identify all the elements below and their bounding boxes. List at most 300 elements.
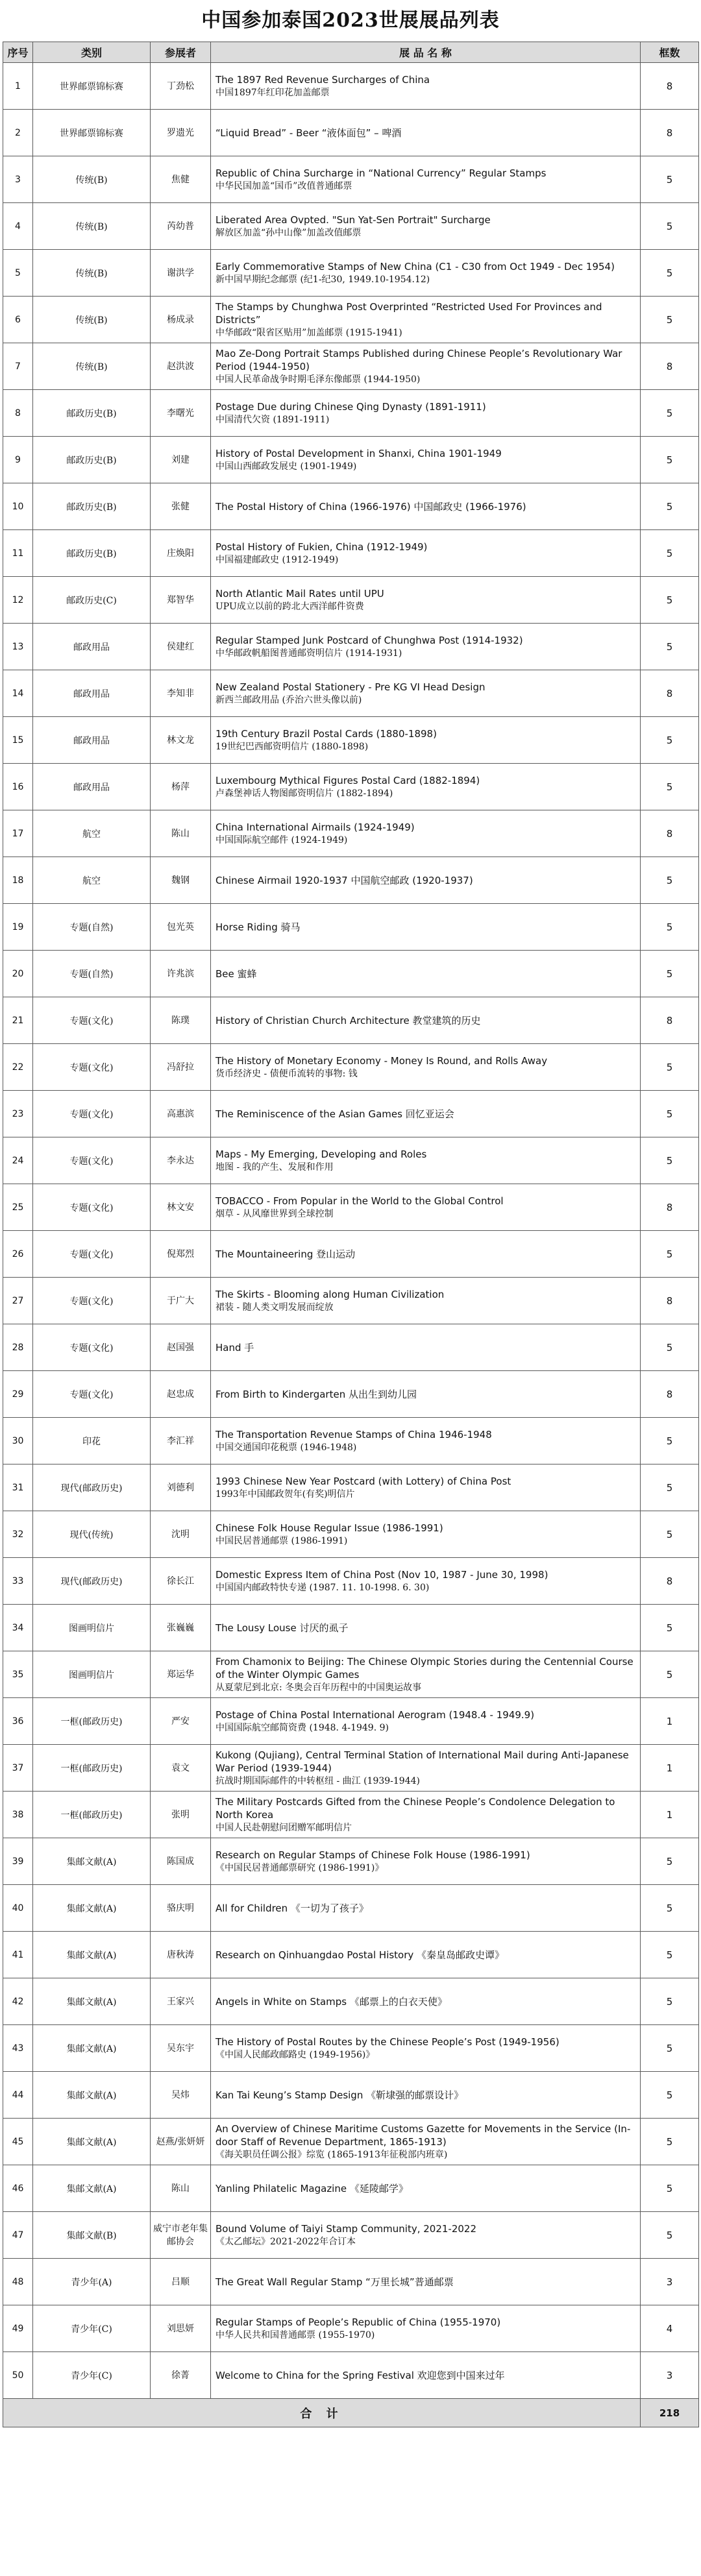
row-exhibitor: 庄焕阳 <box>151 530 211 577</box>
exhibit-title-en: The 1897 Red Revenue Surcharges of China <box>215 73 430 86</box>
row-frames: 5 <box>641 437 699 483</box>
row-exhibitor: 李汇祥 <box>151 1418 211 1464</box>
row-number: 20 <box>3 951 33 997</box>
exhibit-title-en: The Mountaineering 登山运动 <box>215 1248 356 1260</box>
row-number: 18 <box>3 857 33 904</box>
row-number: 28 <box>3 1324 33 1371</box>
row-category: 集邮文献(A) <box>33 2072 151 2119</box>
exhibit-title-zh: 货币经济史 - 债便币流转的事物: 钱 <box>215 1068 358 1079</box>
row-frames: 5 <box>641 2025 699 2072</box>
row-exhibit-title <box>211 717 641 764</box>
row-number: 2 <box>3 110 33 156</box>
row-category: 专题(文化) <box>33 1371 151 1418</box>
table-row <box>3 156 699 203</box>
table-row <box>3 1792 699 1838</box>
row-frames: 5 <box>641 2212 699 2259</box>
row-exhibitor: 张巍巍 <box>151 1605 211 1651</box>
exhibit-title-zh: 解放区加盖“孙中山像”加盖改值邮票 <box>215 227 362 238</box>
table-row <box>3 1091 699 1137</box>
row-category: 世界邮票锦标赛 <box>33 63 151 110</box>
row-category: 集邮文献(A) <box>33 1978 151 2025</box>
exhibit-title-zh: 1993年中国邮政贺年(有奖)明信片 <box>215 1488 355 1500</box>
row-frames: 1 <box>641 1745 699 1792</box>
exhibit-title-en: Bee 蜜蜂 <box>215 967 257 980</box>
exhibit-title-zh: 从夏蒙尼到北京: 冬奥会百年历程中的中国奥运故事 <box>215 1682 422 1693</box>
row-exhibit-title <box>211 1885 641 1932</box>
exhibit-title-zh: 《海关职员任调公报》综览 (1865-1913年征税部内班章) <box>215 2149 448 2160</box>
exhibit-title-en: History of Postal Development in Shanxi, China 1901-1949 <box>215 447 502 459</box>
row-frames: 8 <box>641 997 699 1044</box>
row-frames: 4 <box>641 2305 699 2352</box>
row-exhibitor: 王家兴 <box>151 1978 211 2025</box>
exhibit-title-en: Regular Stamped Junk Postcard of Chunghwa Post (1914-1932) <box>215 634 523 646</box>
table-row <box>3 2259 699 2305</box>
row-frames: 5 <box>641 2119 699 2165</box>
row-category: 集邮文献(A) <box>33 2119 151 2165</box>
row-exhibit-title <box>211 577 641 624</box>
exhibit-title-zh: 中国国际航空邮简资费 (1948. 4-1949. 9) <box>215 1722 389 1733</box>
row-exhibitor: 刘德利 <box>151 1464 211 1511</box>
row-exhibitor: 骆庆明 <box>151 1885 211 1932</box>
row-exhibitor: 李永达 <box>151 1137 211 1184</box>
row-category: 邮政历史(B) <box>33 437 151 483</box>
row-category: 航空 <box>33 810 151 857</box>
row-category: 青少年(C) <box>33 2352 151 2399</box>
row-exhibitor: 郑运华 <box>151 1651 211 1698</box>
exhibit-title-zh: 19世纪巴西邮资明信片 (1880-1898) <box>215 741 369 752</box>
exhibit-title-en: New Zealand Postal Stationery - Pre KG VI Head Design <box>215 681 486 693</box>
row-number: 46 <box>3 2165 33 2212</box>
row-category: 邮政用品 <box>33 717 151 764</box>
table-row <box>3 2165 699 2212</box>
exhibit-title-en: TOBACCO - From Popular in the World to the Global Control <box>215 1195 504 1207</box>
row-frames: 5 <box>641 1838 699 1885</box>
row-exhibit-title <box>211 203 641 250</box>
table-row <box>3 1137 699 1184</box>
row-frames: 8 <box>641 1184 699 1231</box>
row-exhibit-title <box>211 904 641 951</box>
row-exhibit-title <box>211 857 641 904</box>
exhibit-title-en: Republic of China Surcharge in “National Currency” Regular Stamps <box>215 167 547 179</box>
table-row <box>3 670 699 717</box>
row-frames: 5 <box>641 1324 699 1371</box>
row-category: 集邮文献(A) <box>33 2025 151 2072</box>
table-row <box>3 530 699 577</box>
exhibit-title-en: Chinese Folk House Regular Issue (1986-1991) <box>215 1522 443 1534</box>
row-exhibit-title <box>211 1605 641 1651</box>
exhibit-title-zh: 中国山西邮政发展史 (1901-1949) <box>215 461 357 472</box>
page-title: 中国参加泰国2023世展展品列表 <box>201 9 500 32</box>
exhibit-title-en: Liberated Area Ovpted. "Sun Yat-Sen Portrait" Surcharge <box>215 213 491 226</box>
row-exhibitor: 吴炜 <box>151 2072 211 2119</box>
row-exhibit-title <box>211 2025 641 2072</box>
table-row <box>3 1978 699 2025</box>
table-row <box>3 1418 699 1464</box>
exhibit-title-en: Postal History of Fukien, China (1912-1949) <box>215 541 428 553</box>
row-number: 12 <box>3 577 33 624</box>
exhibit-title-zh: 中华人民共和国普通邮票 (1955-1970) <box>215 2329 375 2340</box>
row-exhibitor: 吴东宇 <box>151 2025 211 2072</box>
table-row <box>3 1231 699 1278</box>
exhibit-title-zh: 中国国内邮政特快专递 (1987. 11. 10-1998. 6. 30) <box>215 1582 430 1593</box>
exhibit-title-en: “Liquid Bread” - Beer “液体面包” – 啤酒 <box>215 127 402 139</box>
row-exhibitor: 吕顺 <box>151 2259 211 2305</box>
row-exhibit-title <box>211 2119 641 2165</box>
row-number: 16 <box>3 764 33 810</box>
row-number: 42 <box>3 1978 33 2025</box>
row-frames: 5 <box>641 1044 699 1091</box>
table-row <box>3 1745 699 1792</box>
row-number: 29 <box>3 1371 33 1418</box>
row-exhibitor: 林文龙 <box>151 717 211 764</box>
row-exhibitor: 刘思妍 <box>151 2305 211 2352</box>
row-number: 37 <box>3 1745 33 1792</box>
row-number: 45 <box>3 2119 33 2165</box>
row-number: 23 <box>3 1091 33 1137</box>
row-category: 青少年(A) <box>33 2259 151 2305</box>
row-category: 图画明信片 <box>33 1605 151 1651</box>
table-row <box>3 764 699 810</box>
row-number: 22 <box>3 1044 33 1091</box>
exhibit-title-en: The Stamps by Chunghwa Post Overprinted “Restricted Used For Provinces and Districts” <box>215 300 602 326</box>
row-exhibit-title <box>211 156 641 203</box>
row-exhibitor: 许兆滨 <box>151 951 211 997</box>
table-row <box>3 203 699 250</box>
exhibit-title-en: Regular Stamps of People’s Republic of China (1955-1970) <box>215 2316 501 2328</box>
row-frames: 5 <box>641 1231 699 1278</box>
row-exhibitor: 赵洪波 <box>151 343 211 390</box>
row-exhibitor: 袁文 <box>151 1745 211 1792</box>
row-category: 邮政用品 <box>33 764 151 810</box>
row-exhibit-title <box>211 250 641 297</box>
table-row <box>3 2305 699 2352</box>
row-exhibit-title <box>211 2072 641 2119</box>
row-frames: 5 <box>641 951 699 997</box>
row-frames: 5 <box>641 1885 699 1932</box>
exhibit-title-en: An Overview of Chinese Maritime Customs Gazette for Movements in the Service (In-door Staff of Revenue Department, 1865-1913) <box>215 2122 631 2148</box>
table-row <box>3 343 699 390</box>
row-category: 传统(B) <box>33 250 151 297</box>
row-exhibit-title <box>211 110 641 156</box>
row-exhibit-title <box>211 1091 641 1137</box>
table-row <box>3 297 699 343</box>
row-frames: 5 <box>641 577 699 624</box>
total-label: 合 计 <box>3 2399 641 2427</box>
row-category: 集邮文献(A) <box>33 1838 151 1885</box>
row-category: 专题(文化) <box>33 1137 151 1184</box>
table-row <box>3 110 699 156</box>
row-exhibit-title <box>211 1184 641 1231</box>
row-exhibitor: 唐秋涛 <box>151 1932 211 1978</box>
exhibit-title-en: The Lousy Louse 讨厌的虱子 <box>215 1622 349 1634</box>
table-row <box>3 1838 699 1885</box>
row-exhibitor: 刘建 <box>151 437 211 483</box>
exhibit-title-zh: 中国国际航空邮件 (1924-1949) <box>215 834 348 845</box>
row-exhibitor: 杨成录 <box>151 297 211 343</box>
exhibit-title-en: The Reminiscence of the Asian Games 回忆亚运会 <box>215 1108 454 1120</box>
row-frames: 5 <box>641 2165 699 2212</box>
row-category: 专题(文化) <box>33 1044 151 1091</box>
row-number: 30 <box>3 1418 33 1464</box>
row-number: 9 <box>3 437 33 483</box>
row-frames: 8 <box>641 810 699 857</box>
table-row <box>3 2025 699 2072</box>
exhibit-title-zh: 《中国人民邮政邮路史 (1949-1956)》 <box>215 2049 375 2060</box>
row-exhibitor: 李知非 <box>151 670 211 717</box>
table-row <box>3 2352 699 2399</box>
row-exhibit-title <box>211 1978 641 2025</box>
row-number: 39 <box>3 1838 33 1885</box>
exhibit-title-en: All for Children 《一切为了孩子》 <box>215 1902 369 1914</box>
row-number: 17 <box>3 810 33 857</box>
exhibit-title-zh: 中国交通国印花税票 (1946-1948) <box>215 1442 357 1453</box>
row-exhibit-title <box>211 1745 641 1792</box>
row-number: 19 <box>3 904 33 951</box>
row-number: 43 <box>3 2025 33 2072</box>
row-exhibitor: 焦健 <box>151 156 211 203</box>
row-exhibit-title <box>211 1464 641 1511</box>
exhibit-title-en: Research on Qinhuangdao Postal History 《秦皇岛邮政史谭》 <box>215 1949 505 1961</box>
row-category: 专题(自然) <box>33 951 151 997</box>
row-number: 6 <box>3 297 33 343</box>
table-row <box>3 63 699 110</box>
exhibit-title-zh: 《中国民居普通邮票研究 (1986-1991)》 <box>215 1862 384 1873</box>
row-frames: 8 <box>641 1278 699 1324</box>
row-frames: 5 <box>641 857 699 904</box>
row-exhibit-title <box>211 1838 641 1885</box>
exhibit-title-zh: UPU成立以前的跨北大西洋邮件资费 <box>215 601 364 612</box>
row-exhibit-title <box>211 2305 641 2352</box>
table-row <box>3 1464 699 1511</box>
row-exhibitor: 赵燕/张妍妍 <box>151 2119 211 2165</box>
exhibit-title-zh: 中国清代欠资 (1891-1911) <box>215 414 330 425</box>
row-frames: 5 <box>641 1511 699 1558</box>
row-category: 现代(传统) <box>33 1511 151 1558</box>
table-header <box>3 42 699 63</box>
row-frames: 5 <box>641 1605 699 1651</box>
row-category: 专题(自然) <box>33 904 151 951</box>
row-number: 38 <box>3 1792 33 1838</box>
row-category: 邮政历史(B) <box>33 390 151 437</box>
table-row <box>3 250 699 297</box>
row-exhibit-title <box>211 1418 641 1464</box>
row-exhibit-title <box>211 1371 641 1418</box>
row-frames: 5 <box>641 1464 699 1511</box>
row-frames: 5 <box>641 530 699 577</box>
exhibit-title-zh: 中华民国加盖“国币”改值普通邮票 <box>215 180 352 191</box>
row-number: 41 <box>3 1932 33 1978</box>
row-frames: 5 <box>641 1651 699 1698</box>
exhibit-title-en: Postage Due during Chinese Qing Dynasty (1891-1911) <box>215 400 486 413</box>
table-row <box>3 997 699 1044</box>
row-number: 11 <box>3 530 33 577</box>
row-exhibit-title <box>211 1044 641 1091</box>
row-category: 集邮文献(A) <box>33 2165 151 2212</box>
row-exhibit-title <box>211 437 641 483</box>
exhibit-title-en: Luxembourg Mythical Figures Postal Card (1882-1894) <box>215 774 480 786</box>
row-exhibitor: 杨萍 <box>151 764 211 810</box>
exhibit-title-en: Kan Tai Keung’s Stamp Design 《靳埭强的邮票设计》 <box>215 2089 464 2101</box>
row-exhibit-title <box>211 483 641 530</box>
header-row <box>3 42 699 63</box>
row-frames: 8 <box>641 670 699 717</box>
exhibit-title-en: The Military Postcards Gifted from the Chinese People’s Condolence Delegation to North Korea <box>215 1795 615 1821</box>
row-frames: 5 <box>641 156 699 203</box>
row-frames: 5 <box>641 1091 699 1137</box>
row-exhibit-title <box>211 810 641 857</box>
row-category: 传统(B) <box>33 203 151 250</box>
row-exhibit-title <box>211 670 641 717</box>
table-row <box>3 1184 699 1231</box>
table-row <box>3 1324 699 1371</box>
row-number: 13 <box>3 624 33 670</box>
row-number: 4 <box>3 203 33 250</box>
exhibit-title-en: Bound Volume of Taiyi Stamp Community, 2021-2022 <box>215 2222 477 2235</box>
table-body <box>3 63 699 2427</box>
row-exhibitor: 包光英 <box>151 904 211 951</box>
exhibit-title-en: History of Christian Church Architecture 教堂建筑的历史 <box>215 1014 481 1027</box>
table-row <box>3 810 699 857</box>
exhibit-title-zh: 新中国早期纪念邮票 (纪1-纪30, 1949.10-1954.12) <box>215 274 430 285</box>
exhibit-title-zh: 中国民居普通邮票 (1986-1991) <box>215 1535 348 1546</box>
row-number: 49 <box>3 2305 33 2352</box>
row-exhibitor: 陈国成 <box>151 1838 211 1885</box>
row-frames: 5 <box>641 2072 699 2119</box>
row-exhibitor: 沈明 <box>151 1511 211 1558</box>
row-category: 一框(邮政历史) <box>33 1698 151 1745</box>
row-category: 现代(邮政历史) <box>33 1464 151 1511</box>
exhibit-title-en: Hand 手 <box>215 1341 254 1354</box>
exhibit-title-en: The History of Postal Routes by the Chinese People’s Post (1949-1956) <box>215 2035 560 2048</box>
exhibit-title-en: From Birth to Kindergarten 从出生到幼儿园 <box>215 1388 417 1400</box>
row-frames: 5 <box>641 1137 699 1184</box>
row-frames: 8 <box>641 63 699 110</box>
row-frames: 8 <box>641 110 699 156</box>
row-exhibit-title <box>211 2212 641 2259</box>
row-exhibitor: 罗遗光 <box>151 110 211 156</box>
exhibit-title-zh: 烟草 - 从风靡世界到全球控制 <box>215 1208 334 1219</box>
exhibit-title-en: The Skirts - Blooming along Human Civilization <box>215 1288 445 1300</box>
row-frames: 5 <box>641 390 699 437</box>
row-frames: 3 <box>641 2352 699 2399</box>
exhibit-title-zh: 抗战时期国际邮件的中转枢纽 - 曲江 (1939-1944) <box>215 1775 420 1786</box>
row-number: 35 <box>3 1651 33 1698</box>
table-row <box>3 1371 699 1418</box>
row-frames: 5 <box>641 904 699 951</box>
row-exhibitor: 倪郑烈 <box>151 1231 211 1278</box>
row-frames: 8 <box>641 1558 699 1605</box>
row-frames: 5 <box>641 1978 699 2025</box>
row-category: 青少年(C) <box>33 2305 151 2352</box>
row-exhibit-title <box>211 1231 641 1278</box>
row-category: 邮政历史(B) <box>33 530 151 577</box>
row-exhibitor: 陈山 <box>151 810 211 857</box>
row-exhibit-title <box>211 997 641 1044</box>
row-category: 邮政用品 <box>33 670 151 717</box>
row-number: 24 <box>3 1137 33 1184</box>
exhibit-title-en: Welcome to China for the Spring Festival 欢迎您到中国来过年 <box>215 2369 505 2381</box>
row-number: 48 <box>3 2259 33 2305</box>
table-row <box>3 1651 699 1698</box>
table-row <box>3 1278 699 1324</box>
row-category: 传统(B) <box>33 156 151 203</box>
table-row <box>3 2212 699 2259</box>
total-row <box>3 2399 699 2427</box>
row-number: 34 <box>3 1605 33 1651</box>
row-number: 14 <box>3 670 33 717</box>
row-category: 专题(文化) <box>33 1231 151 1278</box>
exhibit-title-en: Mao Ze-Dong Portrait Stamps Published during Chinese People’s Revolutionary War Period (1944-1950) <box>215 347 622 372</box>
row-category: 专题(文化) <box>33 997 151 1044</box>
row-exhibitor: 威宁市老年集邮协会 <box>151 2212 211 2259</box>
header-exhibit: 展 品 名 称 <box>211 42 641 63</box>
row-exhibit-title <box>211 390 641 437</box>
row-number: 8 <box>3 390 33 437</box>
exhibit-title-en: Horse Riding 骑马 <box>215 921 301 933</box>
row-exhibit-title <box>211 2165 641 2212</box>
exhibit-title-zh: 中国人民赴朝慰问团赠军邮明信片 <box>215 1822 352 1833</box>
row-category: 图画明信片 <box>33 1651 151 1698</box>
row-exhibitor: 陈璞 <box>151 997 211 1044</box>
row-category: 集邮文献(A) <box>33 1932 151 1978</box>
exhibit-title-zh: 中国福建邮政史 (1912-1949) <box>215 554 339 565</box>
exhibit-title-en: 19th Century Brazil Postal Cards (1880-1898) <box>215 727 437 740</box>
row-number: 31 <box>3 1464 33 1511</box>
row-exhibit-title <box>211 1932 641 1978</box>
table-row <box>3 1511 699 1558</box>
row-exhibit-title <box>211 1137 641 1184</box>
row-frames: 1 <box>641 1698 699 1745</box>
exhibit-title-zh: 中华邮政帆船图普通邮资明信片 (1914-1931) <box>215 648 402 659</box>
table-row <box>3 1885 699 1932</box>
row-frames: 5 <box>641 483 699 530</box>
row-exhibitor: 陈山 <box>151 2165 211 2212</box>
row-category: 专题(文化) <box>33 1278 151 1324</box>
row-category: 传统(B) <box>33 343 151 390</box>
row-number: 44 <box>3 2072 33 2119</box>
row-category: 专题(文化) <box>33 1184 151 1231</box>
exhibit-title-zh: 中国1897年红印花加盖邮票 <box>215 87 330 98</box>
exhibit-title-zh: 中华邮政“限省区贴用”加盖邮票 (1915-1941) <box>215 327 402 338</box>
exhibit-title-en: Yanling Philatelic Magazine 《延陵邮学》 <box>215 2182 408 2194</box>
row-number: 15 <box>3 717 33 764</box>
table-row <box>3 904 699 951</box>
header-exhibitor: 参展者 <box>151 42 211 63</box>
row-frames: 5 <box>641 297 699 343</box>
row-category: 邮政历史(B) <box>33 483 151 530</box>
row-exhibit-title <box>211 764 641 810</box>
row-exhibitor: 赵忠成 <box>151 1371 211 1418</box>
exhibit-title-en: The Great Wall Regular Stamp “万里长城”普通邮票 <box>215 2276 454 2288</box>
row-exhibit-title <box>211 1792 641 1838</box>
row-number: 3 <box>3 156 33 203</box>
row-number: 21 <box>3 997 33 1044</box>
row-category: 航空 <box>33 857 151 904</box>
exhibit-title-en: Kukong (Qujiang), Central Terminal Station of International Mail during Anti-Japanese War Period (1939-1944) <box>215 1749 629 1774</box>
row-exhibit-title <box>211 2352 641 2399</box>
exhibit-title-en: Maps - My Emerging, Developing and Roles <box>215 1148 427 1160</box>
row-category: 一框(邮政历史) <box>33 1792 151 1838</box>
row-exhibit-title <box>211 1324 641 1371</box>
exhibit-title-en: From Chamonix to Beijing: The Chinese Olympic Stories during the Centennial Course of the Winter Olympic Games <box>215 1655 633 1681</box>
total-frames: 218 <box>641 2399 699 2427</box>
row-exhibit-title <box>211 1651 641 1698</box>
row-exhibitor: 魏钢 <box>151 857 211 904</box>
row-number: 27 <box>3 1278 33 1324</box>
row-number: 40 <box>3 1885 33 1932</box>
row-number: 25 <box>3 1184 33 1231</box>
row-exhibitor: 严安 <box>151 1698 211 1745</box>
